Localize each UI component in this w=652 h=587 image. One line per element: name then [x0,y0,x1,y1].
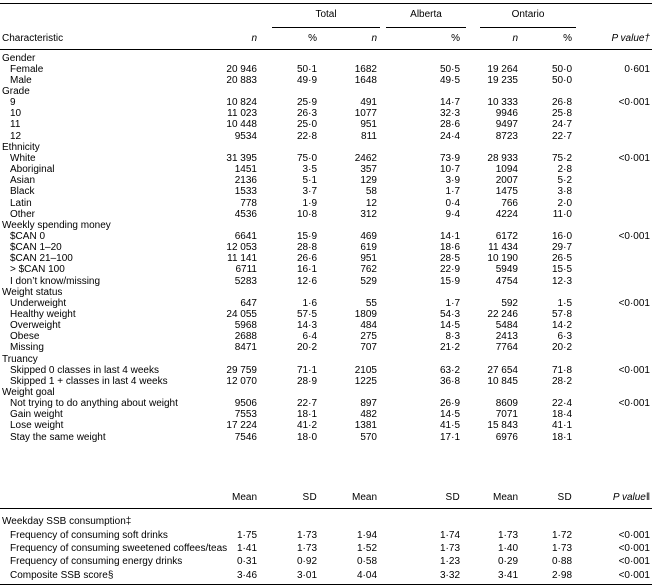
table-row [0,186,652,198]
pvalue-header: P value† [611,33,650,44]
total-n-cell: 20 883 [226,74,257,86]
row-label: 10 [10,108,22,120]
total-pct-cell: 16·1 [296,264,317,276]
ontario-n-cell: 6172 [495,230,518,242]
ontario-pct-cell: 3·8 [557,186,572,198]
section-title [0,142,652,154]
alberta-mean-cell: 4·04 [356,569,377,581]
alberta-n-cell: 312 [360,208,377,220]
total-pct-cell: 25·0 [296,119,317,131]
alberta-pct-cell: 14·7 [439,97,460,109]
total-mean-cell: 3·46 [236,569,257,581]
alberta-n-cell: 2462 [354,152,377,164]
row-label: Skipped 1 + classes in last 4 weeks [10,375,168,387]
total-sd-cell: 1·73 [296,530,317,541]
row-label: > $CAN 100 [10,264,65,276]
total-mean-cell: 0·31 [236,556,257,568]
total-pct-cell: 15·9 [296,230,317,242]
alberta-underline [386,27,466,28]
pvalue-cell: <0·001 [618,152,650,164]
total-n-cell: 11 023 [227,108,257,120]
alberta-n-cell: 484 [360,320,377,332]
total-pct-cell: 1·6 [302,297,317,309]
alberta-sd-cell: 1·74 [439,530,460,541]
row-label: Healthy weight [10,308,76,320]
table-top-rule [0,3,652,4]
row-label: Other [10,208,36,220]
ontario-pct-cell: 12·3 [551,275,572,287]
ontario-underline [480,27,576,28]
row-label: Frequency of consuming energy drinks [10,556,183,568]
ontario-n-cell: 6976 [495,431,518,443]
row-label: Composite SSB score§ [10,569,114,581]
total-pct-cell: 20·2 [296,342,317,354]
alberta-pct-cell: 14·5 [439,409,460,421]
ontario-n-cell: 7071 [495,409,518,421]
ontario-pct-cell: 25·8 [551,108,572,120]
ssb-section-title [0,516,652,528]
total-pct-cell: 10·8 [296,208,317,220]
ontario-n-cell: 592 [501,297,518,309]
total-pct-cell: 25·9 [296,97,317,109]
ssb-row [0,530,652,542]
total-pct-cell: 22·7 [296,398,317,410]
alberta-pct-cell: 63·2 [439,364,460,376]
total-sd-cell: 0·92 [296,556,317,568]
section-label: Ethnicity [2,141,40,153]
total-n-cell: 6641 [234,230,257,242]
table-row [0,432,652,444]
total-n-cell: 9534 [234,130,257,142]
alberta-pct-cell: 50·5 [439,63,460,75]
ontario-mean-cell: 0·29 [497,556,518,568]
total-n-cell: 20 946 [226,63,257,75]
ontario-pct-cell: 75·2 [551,152,572,164]
table-row [0,309,652,321]
total-pct-cell: 49·9 [296,74,317,86]
total-n-cell: 11 141 [227,253,257,265]
table-row [0,75,652,87]
total-pct-cell: 22·8 [296,130,317,142]
pvalue-cell: <0·001 [618,556,650,568]
alberta-n-cell: 469 [360,230,377,242]
alberta-n-cell: 129 [360,175,377,187]
alberta-n-cell: 811 [361,130,377,142]
total-n-cell: 8471 [234,342,257,354]
ontario-sd-cell: 1·72 [551,530,572,541]
total-sd-cell: 1·73 [296,543,317,555]
total-pct-cell: 26·3 [296,108,317,120]
total-pct-cell: 18·0 [296,431,317,443]
total-pct-cell: 41·2 [296,420,317,432]
pvalue-cell: <0·001 [618,543,650,555]
row-label: $CAN 21–100 [10,253,73,265]
ontario-pct-cell: 18·1 [551,431,572,443]
mean-header-row [0,492,652,504]
total-n-cell: 2688 [234,331,257,343]
section-label: Weight status [2,286,63,298]
row-label: Gain weight [10,409,63,421]
total-pct-cell: 75·0 [296,152,317,164]
row-label: $CAN 1–20 [10,242,62,254]
ontario-n-cell: 2413 [495,331,518,343]
ontario-pct-cell: 2·0 [557,197,572,209]
table-row [0,331,652,343]
table-row [0,376,652,388]
total-mean-cell: 1·41 [236,543,257,555]
total-pct-cell: 71·1 [296,364,317,376]
pvalue-cell: 0·601 [624,63,650,75]
total-underline [272,27,380,28]
ontario-pct-cell: 15·5 [551,264,572,276]
section-label: Weekly spending money [2,219,111,231]
alberta-pct-cell: 73·9 [439,152,460,164]
alberta-n-cell: 707 [360,342,377,354]
alberta-n-cell: 357 [360,164,377,175]
total-sd-header: SD [302,492,317,503]
ontario-n-cell: 766 [501,197,518,209]
ssb-row [0,570,652,582]
table-row [0,119,652,131]
alberta-n-cell: 55 [365,297,377,309]
row-label: Female [10,63,44,75]
total-n-header: n [251,33,257,44]
ontario-pct-cell: 71·8 [551,364,572,376]
total-n-cell: 24 055 [226,308,257,320]
ontario-n-cell: 28 933 [487,152,518,164]
ontario-pct-cell: 1·5 [557,297,572,309]
row-label: Obese [10,331,40,343]
row-label: Lose weight [10,420,64,432]
total-n-cell: 7546 [234,431,257,443]
row-label: Asian [10,175,36,187]
ontario-pct-cell: 14·2 [551,320,572,332]
ontario-pct-cell: 26·8 [551,97,572,109]
ontario-n-cell: 11 434 [488,242,518,254]
alberta-sd-cell: 1·23 [439,556,460,568]
row-label: Latin [10,197,32,209]
group-total: Total [315,9,337,20]
alberta-n-cell: 1682 [354,63,377,75]
table-bottom-rule [0,584,652,585]
table-row [0,398,652,410]
total-pct-cell: 3·7 [302,186,317,198]
row-label: Frequency of consuming sweetened coffees/teas [10,543,228,555]
alberta-n-cell: 1809 [354,308,377,320]
ontario-n-cell: 8609 [495,398,518,410]
row-label: Stay the same weight [10,431,106,443]
table-row [0,164,652,176]
alberta-pct-cell: 10·7 [439,164,460,175]
total-n-cell: 7553 [234,409,257,421]
ontario-pct-cell: 29·7 [551,242,572,254]
alberta-n-cell: 570 [360,431,377,443]
ontario-n-cell: 19 264 [487,63,518,75]
pvalue-cell: <0·001 [618,97,650,109]
total-n-cell: 12 053 [226,242,257,254]
ontario-n-cell: 19 235 [487,74,518,86]
row-label: Missing [10,342,44,354]
alberta-n-cell: 482 [360,409,377,421]
alberta-pct-cell: 3·9 [445,175,460,187]
alberta-sd-header: SD [445,492,460,503]
alberta-pct-cell: 8·3 [445,331,460,343]
ontario-n-cell: 4754 [495,275,518,287]
total-n-cell: 17 224 [226,420,257,432]
group-ontario: Ontario [511,9,545,20]
ontario-n-cell: 10 333 [487,97,518,109]
table-row [0,231,652,243]
total-pct-cell: 12·6 [296,275,317,287]
alberta-pct-cell: 18·6 [439,242,460,254]
alberta-pct-cell: 26·9 [439,398,460,410]
ontario-n-cell: 2007 [495,175,518,187]
ontario-n-cell: 15 843 [487,420,518,432]
ontario-n-cell: 7764 [495,342,518,354]
total-pct-cell: 50·1 [296,63,317,75]
ontario-pct-cell: 50·0 [551,74,572,86]
ontario-sd-cell: 2·98 [551,569,572,581]
alberta-sd-cell: 3·32 [439,569,460,581]
ontario-pct-cell: 24·7 [551,119,572,131]
total-pct-header: % [308,33,317,44]
ontario-n-cell: 10 190 [487,253,518,265]
characteristic-header: Characteristic [2,33,64,44]
total-n-cell: 2136 [234,175,257,187]
total-pct-cell: 1·9 [302,197,317,209]
alberta-pct-cell: 24·4 [439,130,460,142]
alberta-n-cell: 2105 [354,364,377,376]
ontario-mean-header: Mean [492,492,518,503]
alberta-pct-cell: 9·4 [445,208,460,220]
row-label: Male [10,74,32,86]
alberta-mean-header: Mean [351,492,377,503]
ontario-pct-cell: 20·2 [551,342,572,354]
pvalue-cell: <0·001 [618,297,650,309]
ontario-pct-cell: 41·1 [551,420,572,432]
total-pct-cell: 26·6 [296,253,317,265]
alberta-sd-cell: 1·73 [439,543,460,555]
pvalue-cell: <0·001 [618,530,650,541]
alberta-n-cell: 1225 [354,375,377,387]
ontario-n-cell: 1094 [495,164,518,175]
total-n-cell: 647 [240,297,257,309]
total-pct-cell: 28·9 [296,375,317,387]
total-n-cell: 10 448 [226,119,257,131]
ontario-n-cell: 5484 [495,320,518,332]
ontario-n-cell: 5949 [495,264,518,276]
alberta-pct-cell: 14·5 [439,320,460,332]
alberta-pct-cell: 36·8 [439,375,460,387]
row-label: Underweight [10,297,67,309]
pvalue-cell: <0·001 [618,364,650,376]
row-label: I don’t know/missing [10,275,101,287]
row-label: 9 [10,97,16,109]
alberta-pct-cell: 54·3 [439,308,460,320]
ontario-pct-cell: 28·2 [551,375,572,387]
alberta-mean-cell: 1·94 [356,530,377,541]
table-row [0,209,652,221]
ontario-pct-cell: 6·3 [557,331,572,343]
alberta-n-cell: 619 [360,242,377,254]
row-label: Frequency of consuming soft drinks [10,530,168,541]
total-pct-cell: 57·5 [296,308,317,320]
section-label: Gender [2,52,36,64]
row-label: 11 [10,119,21,131]
ontario-n-cell: 22 246 [487,308,518,320]
total-n-cell: 4536 [234,208,257,220]
alberta-pct-header: % [451,33,460,44]
pvalue2-header: P value‖ [612,492,650,503]
alberta-n-cell: 951 [360,253,377,265]
total-n-cell: 29 759 [226,364,257,376]
ssb-row [0,556,652,568]
ssb-title: Weekday SSB consumption‡ [2,516,132,527]
column-header-row [0,33,652,45]
row-label: Aboriginal [10,164,55,175]
section-label: Truancy [2,353,38,365]
alberta-n-cell: 275 [360,331,377,343]
ontario-pct-cell: 11·0 [552,208,572,220]
row-label: $CAN 0 [10,230,46,242]
alberta-pct-cell: 17·1 [439,431,460,443]
row-label: Overweight [10,320,61,332]
ontario-n-cell: 4224 [495,208,518,220]
total-pct-cell: 28·8 [296,242,317,254]
alberta-pct-cell: 1·7 [445,186,460,198]
ontario-pct-cell: 57·8 [551,308,572,320]
alberta-n-cell: 1077 [354,108,377,120]
row-label: Not trying to do anything about weight [10,398,178,410]
alberta-pct-cell: 32·3 [439,108,460,120]
alberta-pct-cell: 28·5 [439,253,460,265]
total-n-cell: 31 395 [226,152,257,164]
section-label: Weight goal [2,387,55,398]
ontario-pct-cell: 50·0 [551,63,572,75]
total-n-cell: 1533 [234,186,257,198]
pvalue-cell: <0·001 [618,569,650,581]
ontario-pct-cell: 2·8 [557,164,572,175]
section-title [0,354,652,366]
total-mean-cell: 1·75 [236,530,257,541]
alberta-pct-cell: 0·4 [445,197,460,209]
ontario-n-cell: 8723 [495,130,518,142]
row-label: Skipped 0 classes in last 4 weeks [10,364,159,376]
alberta-n-cell: 1648 [354,74,377,86]
ontario-sd-header: SD [557,492,572,503]
ontario-n-cell: 10 845 [487,375,518,387]
total-n-cell: 6711 [235,264,257,276]
ontario-n-cell: 27 654 [487,364,518,376]
ontario-sd-cell: 0·88 [551,556,572,568]
ontario-pct-cell: 16·0 [551,230,572,242]
total-mean-header: Mean [231,492,257,503]
alberta-n-header: n [371,33,377,44]
pvalue-cell: <0·001 [618,230,650,242]
ontario-pct-header: % [563,33,572,44]
ontario-mean-cell: 1·73 [497,530,518,541]
table-row [0,276,652,288]
alberta-n-cell: 762 [360,264,377,276]
total-pct-cell: 5·1 [302,175,317,187]
table-row [0,97,652,109]
header-rule [0,49,652,50]
alberta-pct-cell: 14·1 [439,230,460,242]
section-label: Grade [2,86,30,97]
ontario-mean-cell: 3·41 [497,569,518,581]
table-row [0,420,652,432]
row-label: White [10,152,36,164]
alberta-pct-cell: 1·7 [445,297,460,309]
alberta-pct-cell: 41·5 [439,420,460,432]
total-pct-cell: 6·4 [302,331,317,343]
ontario-pct-cell: 22·4 [551,398,572,410]
total-n-cell: 1451 [234,164,257,175]
alberta-pct-cell: 22·9 [439,264,460,276]
total-pct-cell: 14·3 [296,320,317,332]
ontario-pct-cell: 18·4 [551,409,572,421]
total-pct-cell: 18·1 [296,409,317,421]
group-alberta: Alberta [410,9,442,20]
ontario-sd-cell: 1·73 [551,543,572,555]
total-n-cell: 5283 [234,275,257,287]
total-n-cell: 778 [240,197,257,209]
ontario-n-header: n [512,33,518,44]
ontario-pct-cell: 5·2 [557,175,572,187]
alberta-n-cell: 491 [360,97,377,109]
alberta-pct-cell: 15·9 [439,275,460,287]
pvalue-cell: <0·001 [618,398,650,410]
ontario-pct-cell: 26·5 [551,253,572,265]
alberta-pct-cell: 28·6 [439,119,460,131]
ontario-n-cell: 9497 [495,119,518,131]
row-label: 12 [10,130,22,142]
alberta-n-cell: 529 [360,275,377,287]
alberta-mean-cell: 1·52 [356,543,377,555]
alberta-n-cell: 58 [365,186,377,198]
alberta-pct-cell: 21·2 [439,342,460,354]
total-n-cell: 5968 [234,320,257,332]
total-pct-cell: 3·5 [302,164,317,175]
table-row [0,253,652,265]
row-label: Black [10,186,35,198]
group-header-row [0,9,652,23]
total-sd-cell: 3·01 [296,569,317,581]
ontario-pct-cell: 22·7 [551,130,572,142]
total-n-cell: 9506 [234,398,257,410]
alberta-n-cell: 12 [365,197,377,209]
ssb-row [0,543,652,555]
alberta-mean-cell: 0·58 [356,556,377,568]
alberta-n-cell: 951 [360,119,377,131]
total-n-cell: 12 070 [226,375,257,387]
alberta-n-cell: 1381 [354,420,377,432]
alberta-pct-cell: 49·5 [439,74,460,86]
total-n-cell: 10 824 [226,97,257,109]
ontario-n-cell: 9946 [495,108,518,120]
table-row [0,64,652,76]
ontario-mean-cell: 1·40 [497,543,518,555]
ontario-n-cell: 1475 [495,186,518,198]
alberta-n-cell: 897 [360,398,377,410]
mean-header-rule [0,508,652,509]
